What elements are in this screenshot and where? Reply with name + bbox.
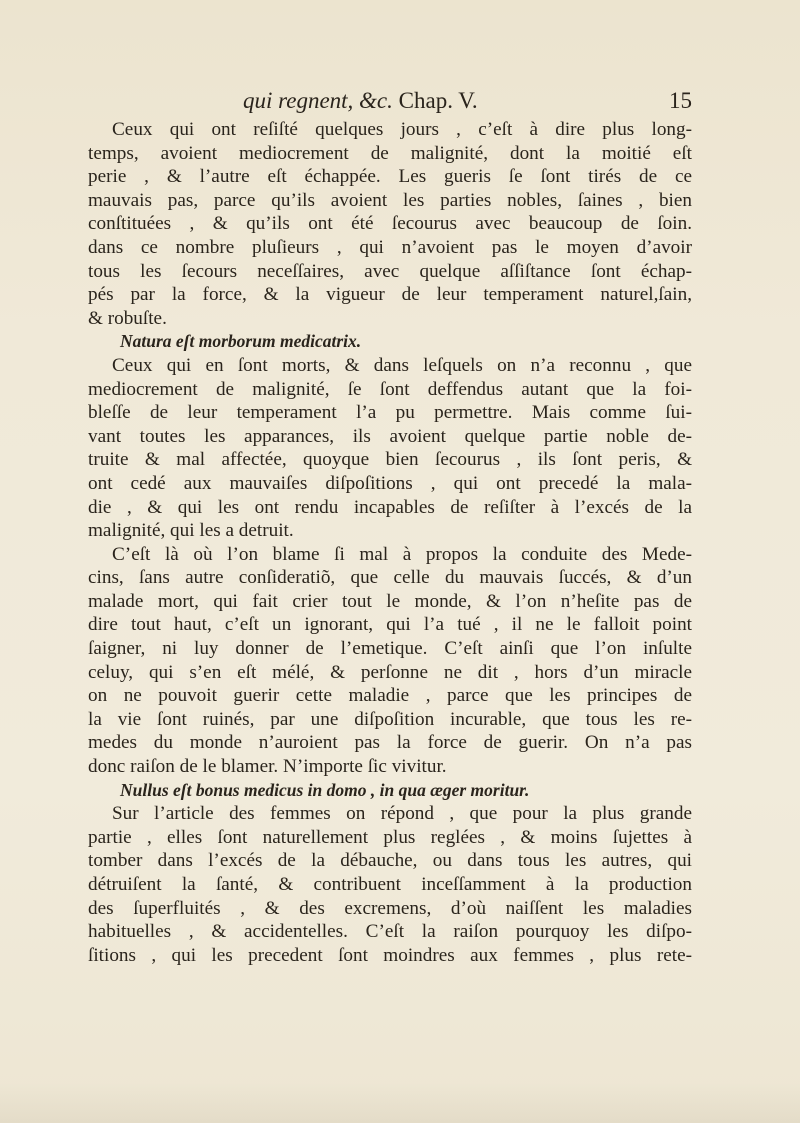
text-line: ſitions , qui les precedent ſont moindres aux femmes , plus rete- <box>88 944 692 966</box>
text-line: la vie ſont ruinés, par une diſpoſition incurable, que tous les re- <box>88 708 692 730</box>
text-line: malade mort, qui fait crier tout le monde, & l’on n’heſite pas de <box>88 590 692 612</box>
text-line: vant toutes les apparances, ils avoient quelque partie noble de- <box>88 425 692 447</box>
text-line: des ſuperfluités , & des excremens, d’où naiſſent les maladies <box>88 897 692 919</box>
text-line: medes du monde n’auroient pas la force de guerir. On n’a pas <box>88 732 692 754</box>
text-line: & robuſte. <box>88 307 167 329</box>
text-line: bleſſe de leur temperament l’a pu permettre. Mais comme ſui- <box>88 402 692 424</box>
running-title-italic: qui regnent, &c. <box>243 88 393 113</box>
text-line: die , & qui les ont rendu incapables de reſiſter à l’excés de la <box>88 496 692 518</box>
text-line: truite & mal affectée, quoyque bien ſecourus , ils ſont peris, & <box>88 449 692 471</box>
text-line: ſaigner, ni luy donner de l’emetique. C’eſt ainſi que l’on inſulte <box>88 638 692 660</box>
body-text <box>88 118 692 967</box>
text-line: détruiſent la ſanté, & contribuent inceſſamment à la production <box>88 874 692 895</box>
page-shadow <box>0 1083 800 1123</box>
page-number: 15 <box>669 88 692 113</box>
text-line: ont cedé aux mauvaiſes diſpoſitions , qui ont precedé la mala- <box>88 472 692 494</box>
text-line: pés par la force, & la vigueur de leur temperament naturel,ſain, <box>88 284 692 306</box>
text-line: perie , & l’autre eſt échappée. Les gueris ſe ſont tirés de ce <box>88 166 692 188</box>
text-line: celuy, qui s’en eſt mélé, & perſonne ne dit , hors d’un miracle <box>88 661 692 683</box>
running-title <box>243 88 478 114</box>
paragraph-first-line: Ceux qui en ſont morts, & dans leſquels on n’a reconnu , que <box>112 354 692 376</box>
page-header <box>88 88 692 116</box>
text-line: mediocrement de malignité, ſe ſont deffendus autant que la foi- <box>88 378 692 400</box>
text-line: conſtituées , & qu’ils ont été ſecourus avec beaucoup de ſoin. <box>88 213 692 235</box>
text-line: donc raiſon de le blamer. N’importe ſic vivitur. <box>88 756 447 778</box>
text-line: dans ce nombre pluſieurs , qui n’avoient pas le moyen d’avoir <box>88 236 692 258</box>
latin-maxim: Natura eſt morborum medicatrix. <box>120 331 362 352</box>
latin-maxim: Nullus eſt bonus medicus in domo , in qua æger moritur. <box>120 779 530 800</box>
text-line: on ne pouvoit guerir cette maladie , parce que les principes de <box>88 685 692 707</box>
text-line: cins, ſans autre conſideratiõ, que celle du mauvais ſuccés, & d’un <box>88 567 692 589</box>
paragraph-first-line: C’eſt là où l’on blame ſi mal à propos la conduite des Mede- <box>112 543 692 565</box>
text-line: habituelles , & accidentelles. C’eſt la raiſon pourquoy les diſpo- <box>88 921 692 943</box>
paragraph-first-line: Sur l’article des femmes on répond , que pour la plus grande <box>112 803 692 825</box>
text-line: mauvais pas, parce qu’ils avoient les parties nobles, ſaines , bien <box>88 189 692 211</box>
text-line: tous les ſecours neceſſaires, avec quelque aſſiſtance ſont échap- <box>88 260 692 282</box>
text-line: tomber dans l’excés de la débauche, ou dans tous les autres, qui <box>88 850 692 872</box>
running-title-chapter: Chap. V. <box>392 88 478 113</box>
text-line: malignité, qui les a detruit. <box>88 520 294 542</box>
text-line: partie , elles ſont naturellement plus reglées , & moins ſujettes à <box>88 826 692 848</box>
paragraph-first-line: Ceux qui ont reſiſté quelques jours , c’eſt à dire plus long- <box>112 119 692 140</box>
text-line: temps, avoient mediocrement de malignité, dont la moitié eſt <box>88 142 692 164</box>
text-line: dire tout haut, c’eſt un ignorant, qui l’a tué , il ne le falloit point <box>88 614 692 636</box>
